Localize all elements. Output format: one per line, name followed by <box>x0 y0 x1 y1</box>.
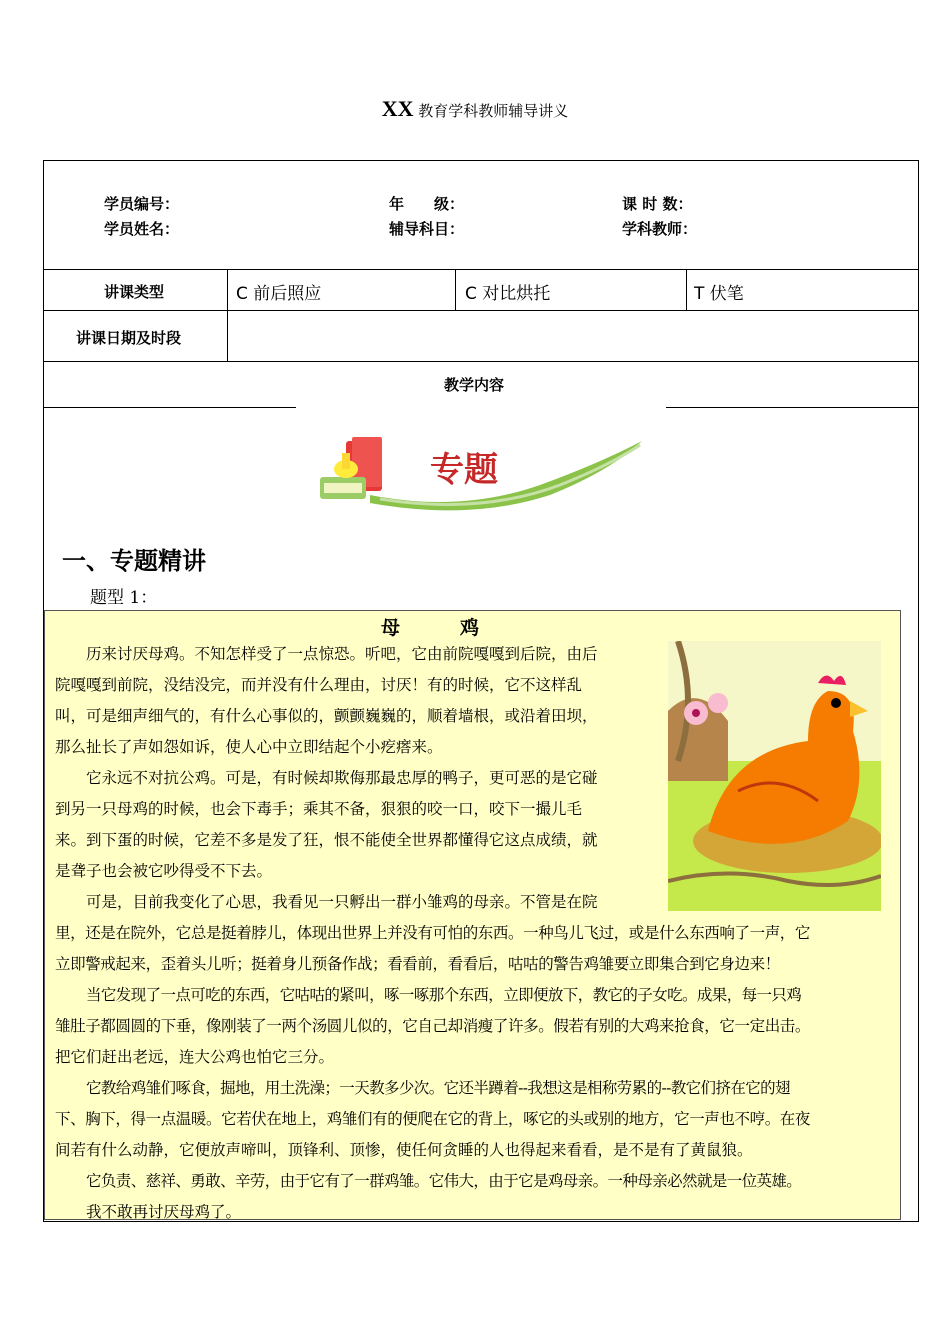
hen-illustration <box>668 641 881 911</box>
story-line: 可是，目前我变化了心思，我看见一只孵出一群小雏鸡的母亲。不管是在院 <box>86 893 598 911</box>
lesson-type-option-1: C 前后照应 <box>236 284 322 304</box>
book-icon <box>320 437 382 499</box>
story-line: 立即警戒起来，歪着头儿听；挺着身儿预备作战；看看前，看看后，咕咕的警告鸡雏要立即集合到它身边来！ <box>55 955 780 973</box>
story-line: 当它发现了一点可吃的东西，它咕咕的紧叫，啄一啄那个东西，立即便放下，教它的子女吃。成果，每一只鸡 <box>86 986 802 1004</box>
story-box <box>44 610 901 1220</box>
row-divider <box>44 310 918 311</box>
story-line: 来。到下蛋的时候，它差不多是发了狂，恨不能使全世界都懂得它这点成绩，就 <box>55 831 598 849</box>
row-divider <box>44 269 918 270</box>
story-line: 我不敢再讨厌母鸡了。 <box>86 1203 242 1221</box>
student-name-label: 学员姓名： <box>104 220 180 238</box>
title-text: 教育学科教师辅导讲义 <box>418 102 569 120</box>
column-divider <box>455 269 456 310</box>
row-divider <box>666 407 918 408</box>
story-line: 历来讨厌母鸡。不知怎样受了一点惊恐。听吧，它由前院嘎嘎到后院，由后 <box>86 645 598 663</box>
story-line: 间若有什么动静，它便放声啼叫，顶锋利、顶惨，使任何贪睡的人也得起来看看，是不是有了黄鼠狼。 <box>55 1141 753 1159</box>
section-heading: 一、专题精讲 <box>62 547 206 575</box>
column-divider <box>227 269 228 361</box>
document-title <box>0 96 950 122</box>
row-divider <box>44 407 296 408</box>
story-line: 它永远不对抗公鸡。可是，有时候却欺侮那最忠厚的鸭子，更可恶的是它碰 <box>86 769 598 787</box>
story-line: 到另一只母鸡的时候，也会下毒手；乘其不备，狠狠的咬一口，咬下一撮儿毛 <box>55 800 583 818</box>
story-line: 院嘎嘎到前院，没结没完，而并没有什么理由，讨厌！有的时候，它不这样乱 <box>55 676 583 694</box>
teacher-label: 学科教师： <box>622 220 698 238</box>
question-type-label: 题型 1： <box>90 588 158 608</box>
story-line: 那么扯长了声如怨如诉，使人心中立即结起个小疙瘩来。 <box>55 738 443 756</box>
lesson-date-label: 讲课日期及时段 <box>76 329 182 347</box>
story-line: 叫，可是细声细气的，有什么心事似的，颤颤巍巍的，顺着墙根，或沿着田坝， <box>55 707 598 725</box>
lesson-type-label: 讲课类型 <box>104 283 165 301</box>
story-title: 母鸡 <box>380 617 539 639</box>
title-prefix: XX <box>381 96 414 121</box>
column-divider <box>686 269 687 310</box>
story-line: 里，还是在院外，它总是挺着脖儿，体现出世界上并没有可怕的东西。一种鸟儿飞过，或是什么东西响了一声，它 <box>55 924 811 942</box>
lesson-type-option-2: C 对比烘托 <box>465 284 551 304</box>
grade-label: 年 级： <box>389 195 465 213</box>
subject-label: 辅导科目： <box>389 220 465 238</box>
lesson-type-option-3: T 伏笔 <box>694 284 744 304</box>
story-line: 雏肚子都圆圆的下垂，像刚装了一两个汤圆儿似的，它自己却消瘦了许多。假若有别的大鸡来抢食，它一定出击。 <box>55 1017 811 1035</box>
student-id-label: 学员编号： <box>104 195 180 213</box>
topic-banner <box>310 423 646 515</box>
story-line: 它负责、慈祥、勇敢、辛劳，由于它有了一群鸡雏。它伟大，由于它是鸡母亲。一种母亲必然就是一位英雄。 <box>86 1172 802 1190</box>
story-line: 它教给鸡雏们啄食，掘地，用土洗澡；一天教多少次。它还半蹲着--我想这是相称劳累的--教它们挤在它的翅 <box>86 1079 790 1097</box>
row-divider <box>44 361 918 362</box>
banner-text: 专题 <box>430 450 498 490</box>
story-line: 下、胸下，得一点温暖。它若伏在地上，鸡雏们有的便爬在它的背上，啄它的头或别的地方，它一声也不哼。在夜 <box>55 1110 811 1128</box>
content-header: 教学内容 <box>444 376 505 394</box>
story-line: 是聋子也会被它吵得受不下去。 <box>55 862 273 880</box>
story-line: 把它们赶出老远，连大公鸡也怕它三分。 <box>55 1048 335 1066</box>
lesson-table <box>43 160 919 1222</box>
lesson-hours-label: 课 时 数： <box>622 195 693 213</box>
student-info-block <box>44 161 918 269</box>
